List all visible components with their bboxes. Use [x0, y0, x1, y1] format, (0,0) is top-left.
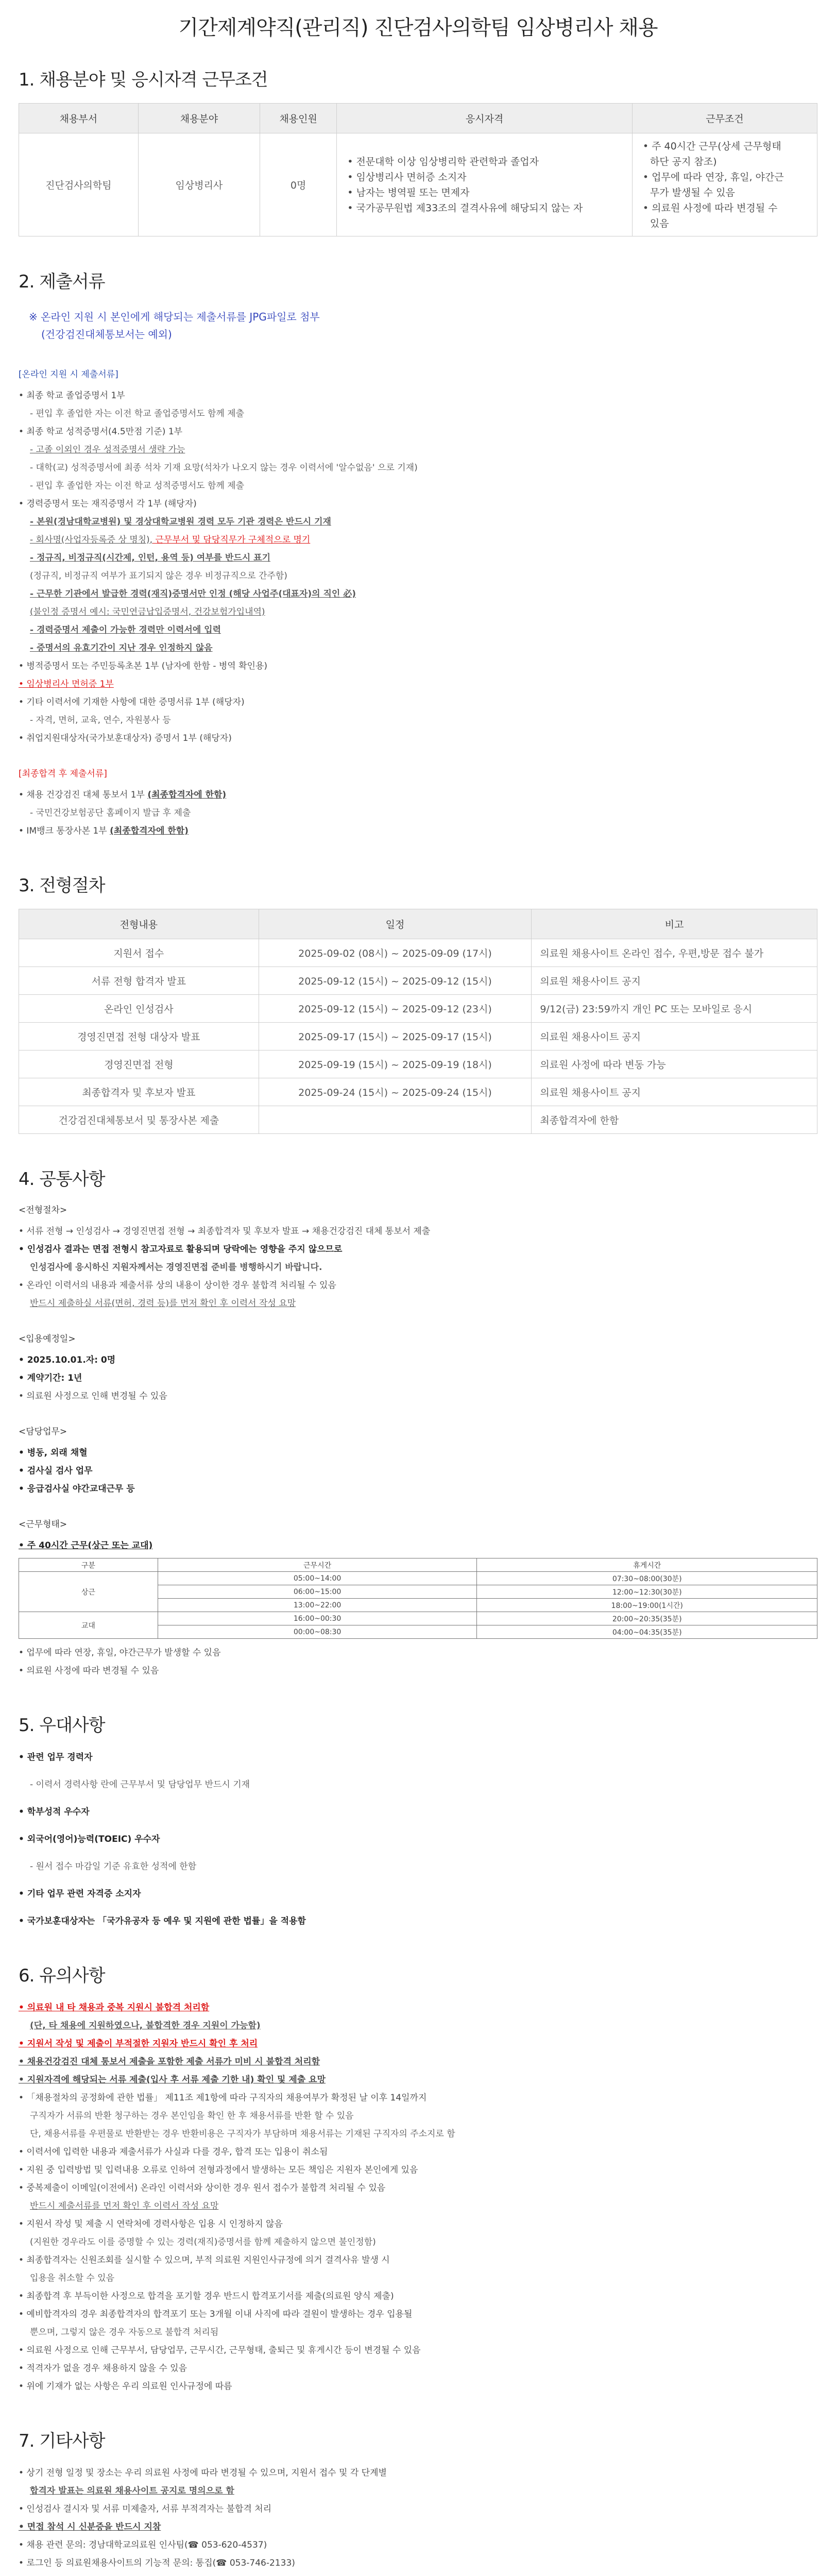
shift-subtitle: <근무형태> [19, 1519, 67, 1530]
doc-line: • 경력증명서 또는 재직증명서 각 1부 (해당자) [19, 499, 197, 509]
shift-type-cell: 상근 [19, 1572, 158, 1612]
doc-line-part: • 채용 건강검진 대체 통보서 1부 [19, 790, 148, 800]
header-cell: 응시자격 [337, 104, 633, 133]
caution-line: • 지원서 작성 및 제출이 부적절한 지원자 반드시 확인 후 처리 [19, 2039, 258, 2049]
step-cell: 지원서 접수 [19, 939, 259, 967]
table-row [19, 1050, 817, 1078]
note-cell: 의료원 채용사이트 공지 [532, 1078, 817, 1106]
doc-line: - 정규직, 비정규직(시간제, 인턴, 용역 등) 여부를 반드시 표기 [30, 553, 271, 563]
break-time-cell: 18:00~19:00(1시간) [477, 1599, 817, 1612]
section-common [19, 1165, 817, 1680]
section-heading: 5. 우대사항 [19, 1715, 105, 1736]
section-preferences [19, 1711, 817, 1930]
common-line: • 온라인 이력서의 내용과 제출서류 상의 내용이 상이한 경우 불합격 처리될 수 있음 [19, 1280, 336, 1291]
caution-line: • 지원 중 입력방법 및 입력내용 오류로 인하여 전형과정에서 발생하는 모든 책임은 지원자 본인에게 있음 [19, 2165, 418, 2175]
upload-notice [29, 308, 817, 343]
doc-line: - 고졸 이외인 경우 성적증명서 생략 가능 [30, 445, 185, 455]
caution-line: • 「채용절차의 공정화에 관한 법률」 제11조 제1항에 따라 구직자의 채용여부가 확정된 날 이후 14일까지 [19, 2093, 427, 2103]
doc-line [19, 822, 817, 840]
caution-line: • 예비합격자의 경우 최종합격자의 합격포기 또는 3개월 이내 사직에 따라 결원이 발생하는 경우 입용될 [19, 2309, 413, 2319]
step-cell: 건강검진대체통보서 및 통장사본 제출 [19, 1106, 259, 1134]
header-cell: 비고 [532, 909, 817, 939]
date-cell [259, 1106, 532, 1134]
common-line: • 서류 전형 → 인성검사 → 경영진면접 전형 → 최종합격자 및 후보자 발표 → 채용건강검진 대체 통보서 제출 [19, 1226, 431, 1236]
section-heading: 1. 채용분야 및 응시자격 근무조건 [19, 70, 268, 90]
etc-line: 합격자 발표는 의료원 채용사이트 공지로 명의으로 함 [30, 2486, 234, 2496]
note-cell: 의료원 채용사이트 공지 [532, 967, 817, 995]
caution-line: • 최종합격자는 신원조회를 실시할 수 있으며, 부적 의료원 지원인사규정에 의거 결격사유 발생 시 [19, 2255, 390, 2265]
caution-line: 단, 채용서류를 우편물로 반환받는 경우 반환비용은 구직자가 부담하며 채용서류는 기재된 구직자의 주소지로 함 [30, 2129, 455, 2139]
header-cell: 휴게시간 [477, 1558, 817, 1572]
common-line: • 병동, 외래 채혈 [19, 1448, 88, 1458]
table-header-row [19, 1558, 817, 1572]
date-cell: 2025-09-19 (15시) ~ 2025-09-19 (18시) [259, 1050, 532, 1078]
header-cell: 채용부서 [19, 104, 139, 133]
table-header-row [19, 909, 817, 939]
caution-line: • 지원서 작성 및 제출 시 연락처에 경력사항은 입용 시 인정하지 않음 [19, 2219, 283, 2229]
etc-line: • 채용 관련 문의: 경남대학교의료원 인사팀(☎ 053-620-4537) [19, 2540, 267, 2550]
note-cell: 의료원 사정에 따라 변동 가능 [532, 1050, 817, 1078]
etc-line: • 상기 전형 일정 및 장소는 우리 의료원 사정에 따라 변경될 수 있으며, 지원서 접수 및 각 단계별 [19, 2468, 387, 2478]
table-row [19, 1572, 817, 1585]
qualification-item: • 국가공무원법 제33조의 결격사유에 해당되지 않는 자 [347, 202, 583, 214]
section-heading: 3. 전형절차 [19, 875, 105, 896]
doc-line: - 본원(경남대학교병원) 및 경상대학교병원 경력 모두 기관 경력은 반드시 기재 [30, 517, 331, 527]
common-line: • 업무에 따라 연장, 휴일, 야간근무가 발생할 수 있음 [19, 1648, 221, 1658]
etc-line [19, 2572, 817, 2576]
caution-line: 입용을 취소할 수 있음 [30, 2273, 115, 2283]
step-cell: 최종합격자 및 후보자 발표 [19, 1078, 259, 1106]
table-row [19, 1023, 817, 1050]
doc-line: - 대학(교) 성적증명서에 최종 석차 기재 요망(석차가 나오지 않는 경우 이력서에 '알수없음' 으로 기재) [30, 463, 418, 473]
doc-line-part: (최종합격자에 한함) [110, 826, 189, 836]
table-row [19, 995, 817, 1023]
doc-line: - 국민건강보험공단 홈페이지 발급 후 제출 [30, 808, 191, 818]
step-cell: 경영진면접 전형 [19, 1050, 259, 1078]
table-row [19, 939, 817, 967]
preference-line: • 기타 업무 관련 자격증 소지자 [19, 1889, 141, 1899]
doc-line: • 병적증명서 또는 주민등록초본 1부 (남자에 한함 - 병역 확인용) [19, 661, 268, 671]
common-line: • 의료원 사정으로 인해 변경될 수 있음 [19, 1391, 167, 1401]
caution-line: 구직자가 서류의 반환 청구하는 경우 본인임을 확인 한 후 채용서류를 반환 할 수 있음 [30, 2111, 354, 2121]
work-time-cell: 05:00~14:00 [158, 1572, 477, 1585]
notice-line: ※ 온라인 지원 시 본인에게 해당되는 제출서류를 JPG파일로 첨부 [29, 311, 320, 323]
field-cell: 임상병리사 [138, 133, 260, 236]
preference-line: • 국가보훈대상자는 「국가유공자 등 예우 및 지원에 관한 법률」을 적용함 [19, 1916, 306, 1926]
condition-item: 무가 발생될 수 있음 [650, 187, 735, 198]
table-row [19, 1078, 817, 1106]
break-time-cell: 07:30~08:00(30분) [477, 1572, 817, 1585]
header-cell: 근무조건 [632, 104, 817, 133]
process-table [19, 909, 817, 1134]
caution-line: • 채용건강검진 대체 통보서 제출을 포함한 제출 서류가 미비 시 불합격 처리함 [19, 2057, 320, 2067]
caution-line: • 지원자격에 해당되는 서류 제출(입사 후 서류 제출 기한 내) 확인 및 제출 요망 [19, 2075, 326, 2085]
date-cell: 2025-09-12 (15시) ~ 2025-09-12 (15시) [259, 967, 532, 995]
break-time-cell: 04:00~04:35(35분) [477, 1625, 817, 1639]
date-cell: 2025-09-24 (15시) ~ 2025-09-24 (15시) [259, 1078, 532, 1106]
doc-line: • 최종 학교 졸업증명서 1부 [19, 391, 125, 401]
work-time-cell: 00:00~08:30 [158, 1625, 477, 1639]
section-process [19, 871, 817, 1134]
header-cell: 일정 [259, 909, 532, 939]
etc-line: • 로그인 등 의료원채용사이트의 기능적 문의: 통집(☎ 053-746-2133) [19, 2558, 295, 2568]
section-etc [19, 2427, 817, 2576]
common-line: • 응급검사실 야간교대근무 등 [19, 1484, 135, 1494]
qualification-item: • 전문대학 이상 임상병리학 관련학과 졸업자 [347, 156, 539, 167]
doc-line: • 최종 학교 성적증명서(4.5만점 기준) 1부 [19, 427, 183, 437]
notice-line: (건강검진대체통보서는 예외) [41, 328, 172, 341]
common-line: • 검사실 검사 업무 [19, 1466, 93, 1476]
doc-line: • 취업지원대상자(국가보훈대상자) 증명서 1부 (해당자) [19, 733, 232, 743]
date-cell: 2025-09-02 (08시) ~ 2025-09-09 (17시) [259, 939, 532, 967]
table-header-row [19, 104, 817, 133]
work-time-cell: 06:00~15:00 [158, 1585, 477, 1599]
duty-subtitle: <담당업무> [19, 1427, 67, 1437]
caution-line: 반드시 제출서류를 먼저 확인 후 이력서 작성 요망 [30, 2201, 219, 2211]
section-positions [19, 65, 817, 236]
condition-item: • 업무에 따라 연장, 휴일, 야간근 [642, 171, 784, 183]
doc-line: - 근무한 기관에서 발급한 경력(재직)증명서만 인정 (해당 사업주(대표자)의 직인 必) [30, 589, 356, 599]
dept-cell: 진단검사의학팀 [19, 133, 139, 236]
table-row [19, 1106, 817, 1134]
condition-cell [632, 133, 817, 236]
work-time-cell: 13:00~22:00 [158, 1599, 477, 1612]
condition-item: 있음 [650, 217, 669, 229]
preference-line: - 원서 접수 마감일 기준 유효한 성적에 한함 [30, 1861, 197, 1872]
doc-line: - 증명서의 유효기간이 지난 경우 인정하지 않음 [30, 643, 213, 653]
section-documents [19, 267, 817, 840]
common-line: • 의료원 사정에 따라 변경될 수 있음 [19, 1666, 159, 1676]
section-heading: 6. 유의사항 [19, 1965, 105, 1986]
shift-type-cell: 교대 [19, 1612, 158, 1639]
preference-line: • 관련 업무 경력자 [19, 1752, 93, 1762]
date-cell: 2025-09-17 (15시) ~ 2025-09-17 (15시) [259, 1023, 532, 1050]
caution-line: • 이력서에 입력한 내용과 제출서류가 사실과 다를 경우, 합격 또는 입용이 취소됨 [19, 2147, 328, 2157]
qualification-item: • 남자는 병역필 또는 면제자 [347, 187, 470, 198]
doc-line: - 편입 후 졸업한 자는 이전 학교 성적증명서도 함께 제출 [30, 481, 245, 491]
doc-line: - 자격, 면허, 교육, 연수, 자원봉사 등 [30, 715, 171, 725]
step-cell: 서류 전형 합격자 발표 [19, 967, 259, 995]
common-line: 인성검사에 응시하신 지원자께서는 경영진면접 준비를 병행하시기 바랍니다. [30, 1262, 322, 1273]
section-heading: 2. 제출서류 [19, 272, 105, 292]
count-cell: 0명 [260, 133, 337, 236]
common-line: 반드시 제출하실 서류(면허, 경력 등)를 먼저 확인 후 이력서 작성 요망 [30, 1298, 296, 1309]
final-docs-title: [최종합격 후 제출서류] [19, 769, 107, 779]
section-heading: 4. 공통사항 [19, 1169, 105, 1190]
qualification-item: • 임상병리사 면허증 소지자 [347, 171, 467, 183]
step-cell: 경영진면접 전형 대상자 발표 [19, 1023, 259, 1050]
doc-line: - 경력증명서 제출이 가능한 경력만 이력서에 입력 [30, 625, 221, 635]
condition-item: • 주 40시간 근무(상세 근무형태 [642, 140, 781, 152]
note-cell: 9/12(금) 23:59까지 개인 PC 또는 모바일로 응시 [532, 995, 817, 1023]
caution-line: (지원한 경우라도 이를 증명할 수 있는 경력(재직)증명서를 함께 제출하지 않으면 불인정함) [30, 2237, 376, 2247]
break-time-cell: 20:00~20:35(35분) [477, 1612, 817, 1625]
condition-item: • 의료원 사정에 따라 변경될 수 [642, 202, 778, 214]
caution-line: • 위에 기재가 없는 사항은 우리 의료원 인사규정에 따름 [19, 2381, 232, 2392]
common-line: • 계약기간: 1년 [19, 1373, 82, 1383]
work-time-cell: 16:00~00:30 [158, 1612, 477, 1625]
preference-line: • 외국어(영어)능력(TOEIC) 우수자 [19, 1834, 160, 1844]
note-cell: 의료원 채용사이트 공지 [532, 1023, 817, 1050]
etc-line: • 인성검사 결시자 및 서류 미제출자, 서류 부적격자는 불합격 처리 [19, 2504, 272, 2514]
condition-item: 하단 공지 참조) [650, 156, 717, 167]
doc-line-part: (최종합격자에 한함) [147, 790, 227, 800]
section-heading: 7. 기타사항 [19, 2431, 105, 2451]
common-line: • 인성검사 결과는 면접 전형시 참고자료로 활용되며 당락에는 영향을 주지 않으므로 [19, 1244, 343, 1255]
preference-line: - 이력서 경력사항 란에 근무부서 및 담당업무 반드시 기재 [30, 1780, 250, 1790]
header-cell: 채용인원 [260, 104, 337, 133]
header-cell: 전형내용 [19, 909, 259, 939]
doc-line: - 편입 후 졸업한 자는 이전 학교 졸업증명서도 함께 제출 [30, 409, 245, 419]
process-subtitle: <전형절차> [19, 1205, 67, 1215]
doc-line [19, 531, 817, 549]
caution-line: • 중복제출이 이메일(이전에서) 온라인 이력서와 상이한 경우 원서 접수가 불합격 처리될 수 있음 [19, 2183, 386, 2193]
common-line: • 주 40시간 근무(상근 또는 교대) [19, 1540, 153, 1551]
header-cell: 구분 [19, 1558, 158, 1572]
common-line: • 2025.10.01.자: 0명 [19, 1355, 116, 1365]
caution-line: • 의료원 내 타 채용과 중복 지원시 불합격 처리함 [19, 2003, 210, 2013]
doc-line-part: 근무부서 및 담당직무가 구체적으로 명기 [152, 535, 311, 545]
positions-table [19, 103, 817, 236]
table-row [19, 967, 817, 995]
doc-line-part: - 회사명(사업자등록증 상 명칭), [30, 535, 153, 545]
caution-line: • 최종합격 후 부득이한 사정으로 합격을 포기할 경우 반드시 합격포기서를 제출(의료원 양식 제출) [19, 2291, 394, 2301]
step-cell: 온라인 인성검사 [19, 995, 259, 1023]
page-title: 기간제계약직(관리직) 진단검사의학팀 임상병리사 채용 [178, 16, 658, 40]
break-time-cell: 12:00~12:30(30분) [477, 1585, 817, 1599]
caution-line: • 적격자가 없을 경우 채용하지 않을 수 있음 [19, 2363, 187, 2374]
doc-line: (불인정 증명서 예시: 국민연금납입증명서, 건강보험가입내역) [30, 607, 265, 617]
note-cell: 최종합격자에 한함 [532, 1106, 817, 1134]
header-cell: 채용분야 [138, 104, 260, 133]
date-cell: 2025-09-12 (15시) ~ 2025-09-12 (23시) [259, 995, 532, 1023]
caution-line: (단, 타 채용에 지원하였으나, 불합격한 경우 지원이 가능함) [30, 2021, 261, 2031]
doc-line: (정규직, 비정규직 여부가 표기되지 않은 경우 비정규직으로 간주함) [30, 571, 287, 581]
preference-line: • 학부성적 우수자 [19, 1807, 90, 1817]
doc-line-part: • IM뱅크 통장사본 1부 [19, 826, 110, 836]
table-row [19, 1612, 817, 1625]
caution-line: 뿐으며, 그렇지 않은 경우 자동으로 불합격 처리됨 [30, 2327, 219, 2337]
header-cell: 근무시간 [158, 1558, 477, 1572]
doc-line [19, 786, 817, 804]
section-cautions [19, 1961, 817, 2396]
doc-line: • 기타 이력서에 기재한 사항에 대한 증명서류 1부 (해당자) [19, 697, 245, 707]
table-row [19, 133, 817, 236]
qualification-cell [337, 133, 633, 236]
hire-subtitle: <입용예정일> [19, 1334, 76, 1344]
shift-table [19, 1558, 817, 1639]
online-docs-title: [온라인 지원 시 제출서류] [19, 369, 118, 380]
note-cell: 의료원 채용사이트 온라인 접수, 우편,방문 접수 불가 [532, 939, 817, 967]
etc-line: • 면접 참석 시 신분증을 반드시 지참 [19, 2522, 161, 2532]
caution-line: • 의료원 사정으로 인해 근무부서, 담당업무, 근무시간, 근무형태, 출퇴근 및 휴게시간 등이 변경될 수 있음 [19, 2345, 421, 2355]
doc-line: • 임상병리사 면허증 1부 [19, 679, 114, 689]
